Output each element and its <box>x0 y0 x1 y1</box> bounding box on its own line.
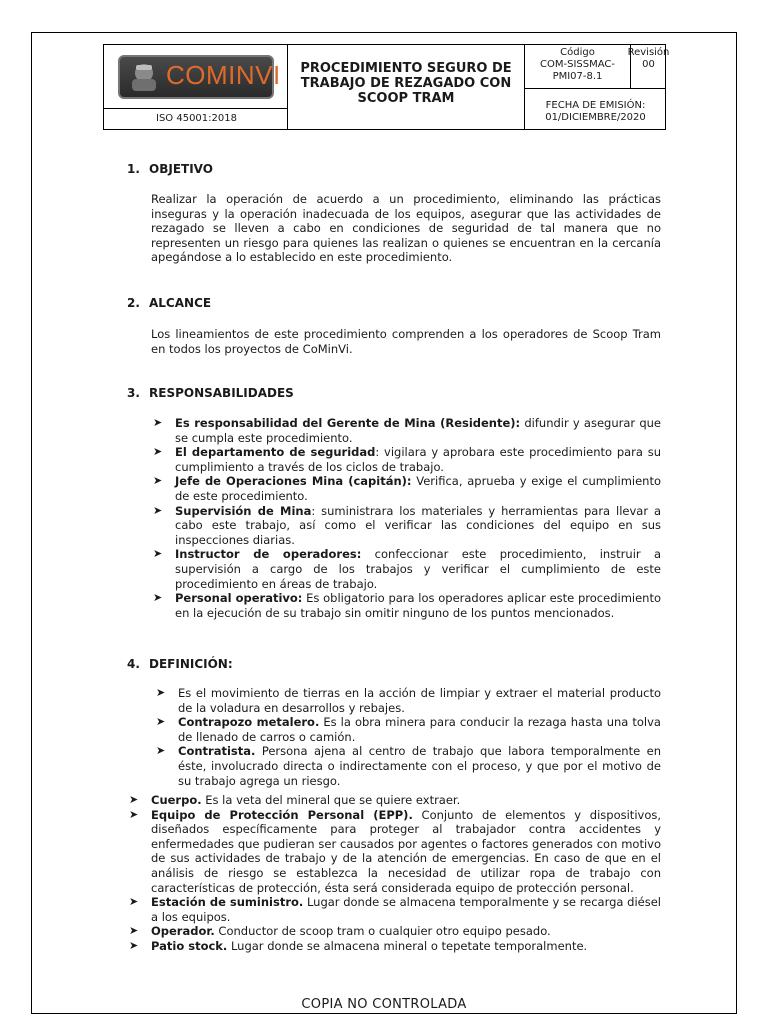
definicion-item <box>156 744 661 788</box>
definition-term: Personal operativo: <box>175 591 303 606</box>
arrow-bullet-icon: ➤ <box>156 744 166 758</box>
definition-text: Verifica, aprueba y exige el cumplimiento de este procedimiento. <box>175 474 661 503</box>
definition-text: Es obligatorio para los operadores aplicar este procedimiento en la ejecución de su trabajo sin omitir ninguno de los puntos mencionados. <box>175 591 662 620</box>
definition-text: Conductor de scoop tram o cualquier otro equipo pesado. <box>214 924 551 939</box>
definition-text: difundir y asegurar que se cumpla este procedimiento. <box>175 416 661 445</box>
objetivo-paragraph: Realizar la operación de acuerdo a un procedimiento, eliminando las prácticas inseguras y la operación inadecuada de los equipos, asegurar que las actividades de rezagado se lleven a cabo en condiciones de seguridad de tal manera que no representen un riesgo para quienes las realizan o quienes se encuentran en la cercanía apegándose a lo establecido en este procedimiento. <box>151 192 661 265</box>
definition-text: Conjunto de elementos y dispositivos, diseñados específicamente para proteger al trabajador contra accidentes y enfermedades que pudieran ser causados por agentes o factores generados con motivo de sus actividades de trabajo y de la atención de emergencias. En caso de que en el análisis de riesgo se establezca la necesidad de utilizar ropa de trabajo con características de protección, ésta será considerada equipo de protección personal. <box>151 807 661 895</box>
arrow-bullet-icon: ➤ <box>153 547 163 561</box>
logo-cell <box>104 45 288 109</box>
company-logo <box>118 55 281 99</box>
definition-term: El departamento de seguridad <box>175 445 376 460</box>
responsabilidad-item <box>153 445 662 474</box>
arrow-bullet-icon: ➤ <box>153 591 163 605</box>
definition-term: Contrapozo metalero. <box>178 715 320 730</box>
date-value: 01/DICIEMBRE/2020 <box>545 112 646 123</box>
arrow-bullet-icon: ➤ <box>153 503 163 517</box>
date-cell <box>525 89 666 130</box>
arrow-bullet-icon: ➤ <box>156 686 166 699</box>
responsabilidad-item <box>153 416 661 445</box>
definicion-item <box>129 895 661 924</box>
miner-icon <box>126 61 162 93</box>
arrow-bullet-icon: ➤ <box>153 445 163 459</box>
arrow-bullet-icon: ➤ <box>153 416 163 429</box>
document-title: PROCEDIMIENTO SEGURO DE TRABAJO DE REZAGADO CON SCOOP TRAM <box>288 45 525 130</box>
date-label: FECHA DE EMISIÓN: <box>545 100 646 111</box>
definicion-item <box>129 793 661 808</box>
definition-term: Equipo de Protección Personal (EPP). <box>151 807 413 822</box>
code-cell <box>525 45 631 89</box>
arrow-bullet-icon: ➤ <box>129 793 139 806</box>
definition-term: Contratista. <box>178 744 256 759</box>
definition-text: Es la veta del mineral que se quiere extraer. <box>201 793 461 807</box>
revision-cell <box>627 45 670 89</box>
responsabilidad-item <box>153 591 662 620</box>
definition-text: Persona ajena al centro de trabajo que labora temporalmente en éste, involucrado directa o indirectamente con el proceso, y que por el motivo de su trabajo agrega un riesgo. <box>178 744 661 788</box>
definition-term: Patio stock. <box>151 938 228 953</box>
logo-wordmark: COMINVI <box>166 60 281 90</box>
definition-text: : vigilara y aprobara este procedimiento para su cumplimiento a través de los ciclos de trabajo. <box>175 445 662 474</box>
responsabilidad-item <box>153 474 661 503</box>
revision-value: 00 <box>642 59 655 70</box>
section-heading-definicion: 4. DEFINICIÓN: <box>127 657 233 671</box>
section-heading-responsabilidades: 3. RESPONSABILIDADES <box>127 386 294 400</box>
definicion-item <box>129 807 661 896</box>
definition-term: Supervisión de Mina <box>175 503 312 518</box>
definition-text: confeccionar este procedimiento, instruir a supervisión a cargo de los trabajos y verificar el cumplimiento de este procedimiento en áreas de trabajo. <box>175 547 661 591</box>
definicion-item <box>129 924 661 939</box>
responsabilidad-item <box>153 503 662 548</box>
code-value: COM-SISSMAC-PMI07-8.1 <box>540 59 615 82</box>
definition-text: Lugar donde se almacena temporalmente y se recarga diésel a los equipos. <box>151 895 661 924</box>
footer-uncontrolled-copy: COPIA NO CONTROLADA <box>301 997 467 1012</box>
definition-text: Es la obra minera para conducir la rezaga hasta una tolva de llenado de carros o camión. <box>178 715 661 744</box>
definition-term: Estación de suministro. <box>151 895 304 910</box>
definition-term: Jefe de Operaciones Mina (capitán): <box>175 474 412 489</box>
arrow-bullet-icon: ➤ <box>129 938 139 952</box>
iso-standard: ISO 45001:2018 <box>104 109 288 130</box>
definition-term: Operador. <box>151 924 215 939</box>
revision-label: Revisión <box>627 47 670 58</box>
code-label: Código <box>560 47 595 58</box>
section-heading-objetivo: 1. OBJETIVO <box>127 162 213 176</box>
definicion-item <box>156 715 661 744</box>
section-heading-alcance: 2. ALCANCE <box>127 296 212 310</box>
arrow-bullet-icon: ➤ <box>129 807 139 821</box>
alcance-paragraph: Los lineamientos de este procedimiento comprenden a los operadores de Scoop Tram en todos los proyectos de CoMinVi. <box>151 327 661 356</box>
definicion-item <box>129 938 661 954</box>
definition-text: : suministrara los materiales y herramientas para llevar a cabo este trabajo, así como el verificar las condiciones del equipo en sus inspecciones diarias. <box>175 503 662 547</box>
definition-text: Es el movimiento de tierras en la acción de limpiar y extraer el material producto de la voladura en desarrollos y rebajes. <box>178 686 661 715</box>
definicion-item <box>156 686 661 715</box>
arrow-bullet-icon: ➤ <box>153 474 163 488</box>
arrow-bullet-icon: ➤ <box>156 715 166 729</box>
definition-term: Cuerpo. <box>151 793 202 807</box>
definition-term: Instructor de operadores: <box>175 547 362 562</box>
arrow-bullet-icon: ➤ <box>129 924 139 938</box>
responsabilidades-list <box>153 416 662 620</box>
responsabilidad-item <box>153 547 661 591</box>
arrow-bullet-icon: ➤ <box>129 895 139 909</box>
document-header-table <box>103 44 670 130</box>
definicion-indented-list <box>156 686 661 788</box>
definition-text: Lugar donde se almacena mineral o tepetate temporalmente. <box>227 938 588 953</box>
definicion-list <box>129 793 661 954</box>
definition-term: Es responsabilidad del Gerente de Mina (Residente): <box>175 416 521 430</box>
